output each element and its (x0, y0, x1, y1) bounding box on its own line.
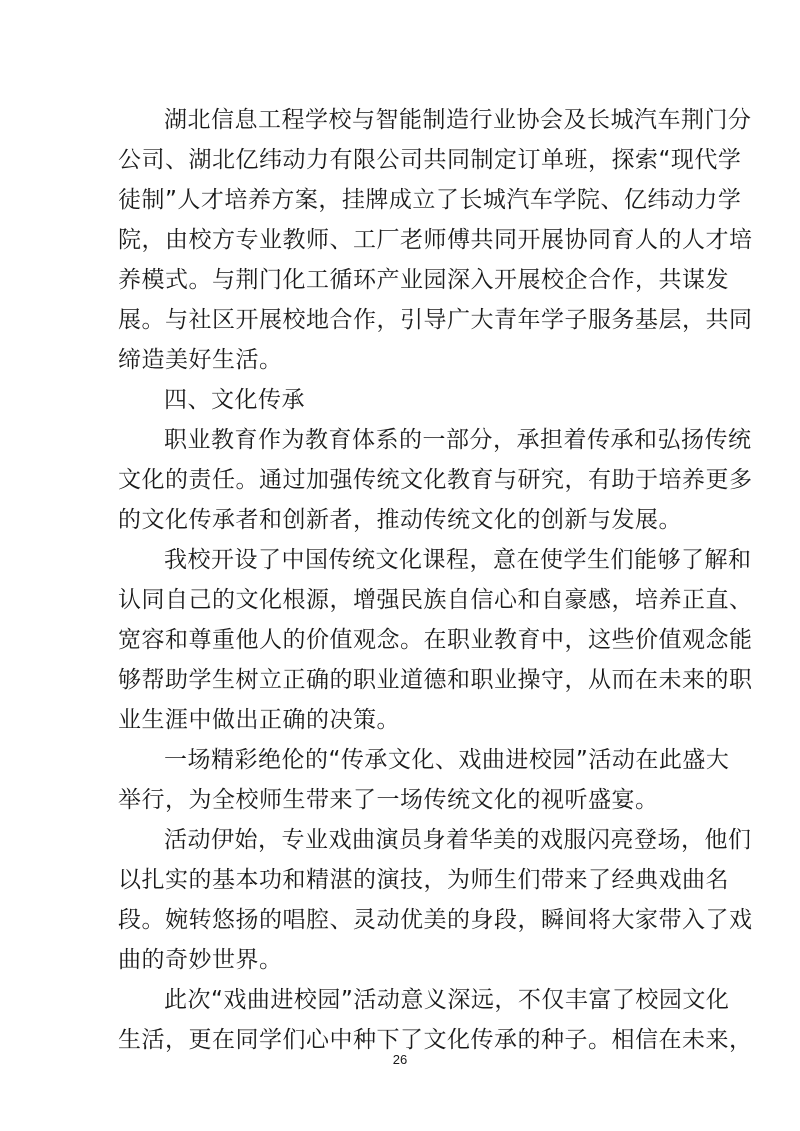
text-line: 宽容和尊重他人的价值观念。在职业教育中，这些价值观念能 (118, 627, 753, 653)
page-number: 26 (392, 1052, 408, 1067)
text-line: 此次“戏曲进校园”活动意义深远，不仅丰富了校园文化 (164, 987, 730, 1013)
text-line: 湖北信息工程学校与智能制造行业协会及长城汽车荆门分 (164, 107, 752, 133)
text-line: 文化的责任。通过加强传统文化教育与研究，有助于培养更多 (118, 467, 753, 493)
text-line: 以扎实的基本功和精湛的演技，为师生们带来了经典戏曲名 (118, 867, 729, 893)
text-line: 院，由校方专业教师、工厂老师傅共同开展协同育人的人才培 (118, 227, 753, 253)
text-line: 公司、湖北亿纬动力有限公司共同制定订单班，探索“现代学 (118, 147, 742, 173)
text-line: 认同自己的文化根源，增强民族自信心和自豪感，培养正直、 (118, 587, 753, 613)
text-line: 够帮助学生树立正确的职业道德和职业操守，从而在未来的职 (118, 667, 753, 693)
text-line: 活动伊始，专业戏曲演员身着华美的戏服闪亮登场，他们 (164, 827, 752, 853)
text-line: 养模式。与荆门化工循环产业园深入开展校企合作，共谋发 (118, 267, 729, 293)
text-line: 段。婉转悠扬的唱腔、灵动优美的身段，瞬间将大家带入了戏 (118, 907, 753, 933)
text-line: 一场精彩绝伦的“传承文化、戏曲进校园”活动在此盛大 (164, 747, 730, 773)
text-line: 徒制”人才培养方案，挂牌成立了长城汽车学院、亿纬动力学 (118, 187, 742, 213)
text-line: 业生涯中做出正确的决策。 (118, 707, 400, 733)
text-line: 职业教育作为教育体系的一部分，承担着传承和弘扬传统 (164, 427, 752, 453)
section-heading: 四、文化传承 (164, 387, 305, 413)
text-line: 举行，为全校师生带来了一场传统文化的视听盛宴。 (118, 787, 659, 813)
text-line: 展。与社区开展校地合作，引导广大青年学子服务基层，共同 (118, 307, 753, 333)
text-line: 生活，更在同学们心中种下了文化传承的种子。相信在未来， (118, 1027, 753, 1053)
text-line: 曲的奇妙世界。 (118, 947, 283, 973)
text-line: 缔造美好生活。 (118, 347, 283, 373)
text-line: 我校开设了中国传统文化课程，意在使学生们能够了解和 (164, 547, 752, 573)
text-line: 的文化传承者和创新者，推动传统文化的创新与发展。 (118, 507, 682, 533)
